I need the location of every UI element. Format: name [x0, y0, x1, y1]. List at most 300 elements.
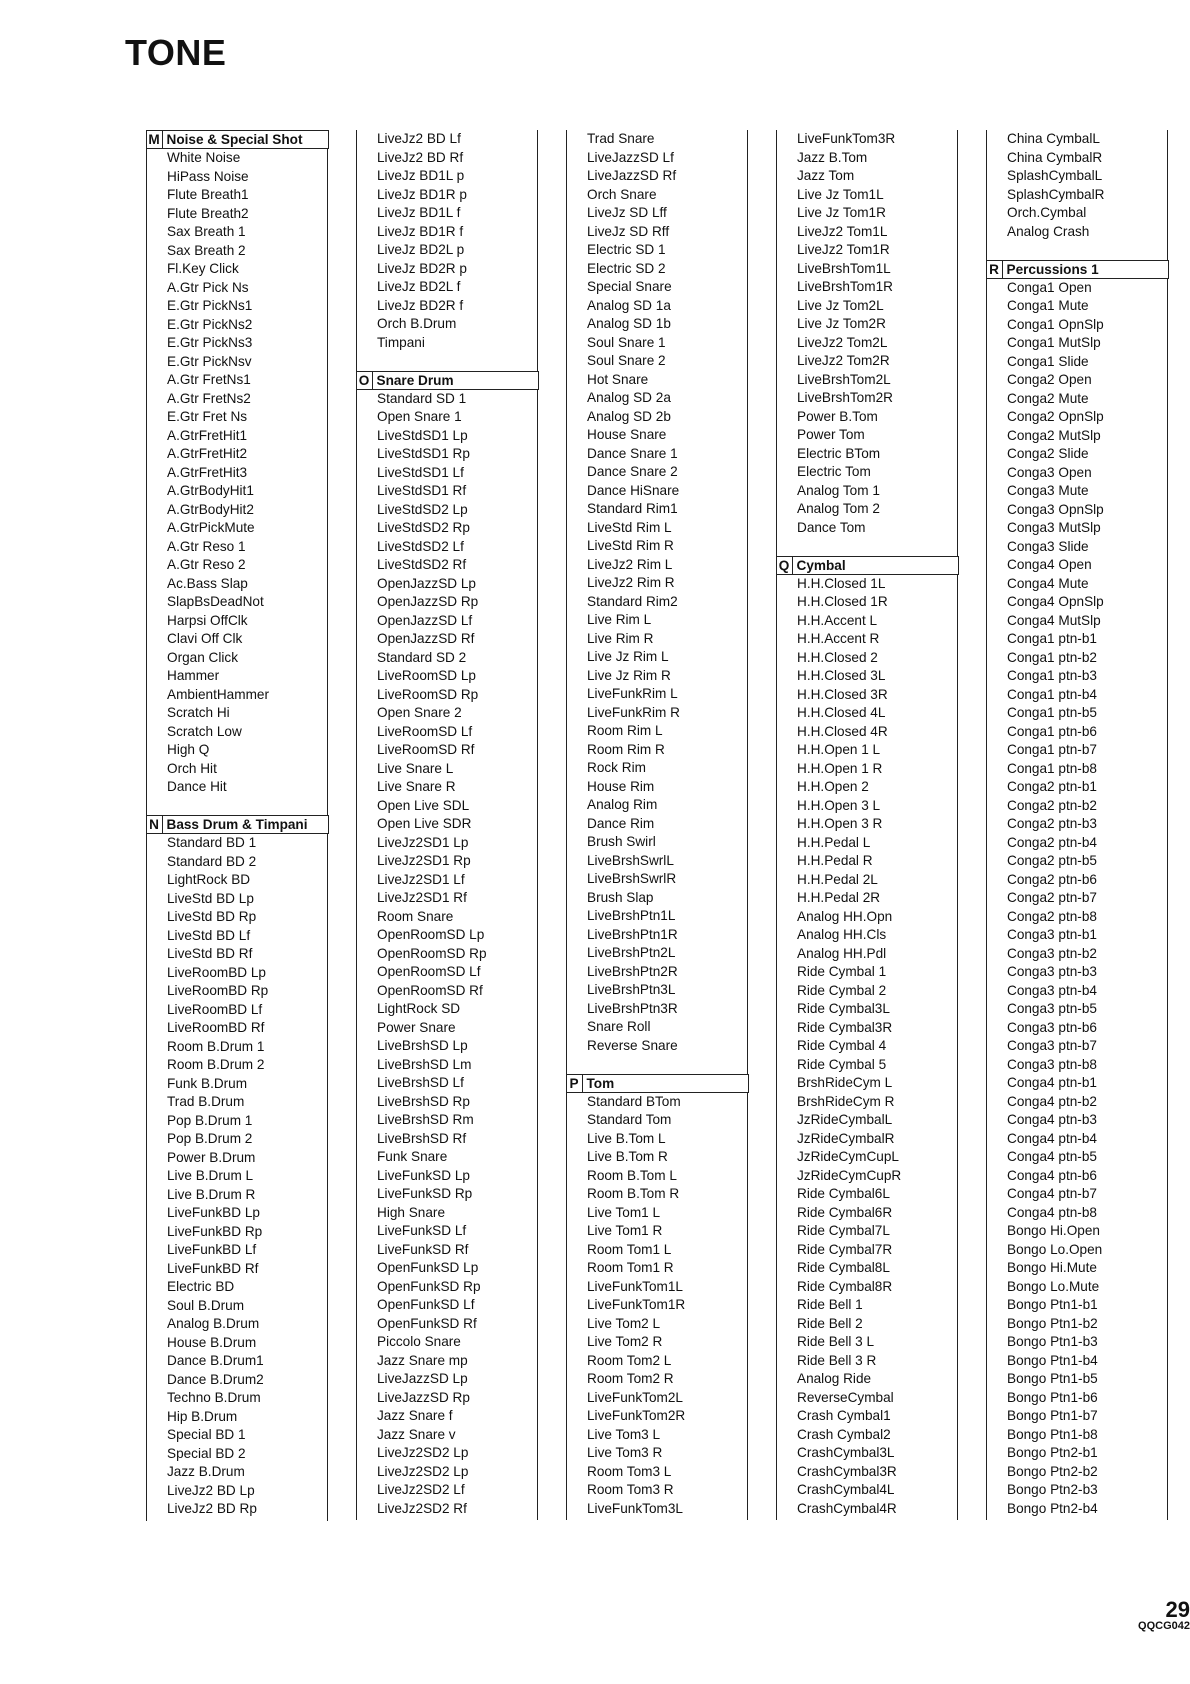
tone-item: H.H.Closed 3R	[797, 686, 888, 702]
tone-item: Analog SD 2a	[587, 390, 671, 405]
tone-item: LiveJz2 Tom1L	[797, 223, 888, 239]
category-title: Noise & Special Shot	[166, 132, 303, 147]
tone-item: Conga1 ptn-b2	[1007, 649, 1097, 665]
tone-item: Open Live SDR	[377, 816, 472, 831]
tone-item: H.H.Closed 4L	[797, 705, 886, 720]
tone-item: Conga1 MutSlp	[1007, 335, 1101, 350]
tone-item: Conga2 Open	[1007, 372, 1092, 387]
tone-item: Standard Rim1	[587, 501, 678, 516]
tone-item: SlapBsDeadNot	[167, 594, 264, 609]
tone-item: Soul Snare 2	[587, 353, 666, 368]
tone-item: Live Jz Rim L	[587, 649, 669, 664]
tone-item: Room Tom3 L	[587, 1463, 672, 1479]
tone-item: Conga4 ptn-b8	[1007, 1204, 1097, 1220]
tone-item: LiveJz BD1L f	[377, 205, 461, 220]
tone-column-3	[566, 130, 748, 1520]
tone-item: LiveBrshTom1L	[797, 260, 891, 276]
tone-item: Sax Breath 1	[167, 224, 246, 239]
tone-item: LiveJz2 BD Rf	[377, 149, 464, 165]
tone-column-1	[146, 130, 328, 1521]
tone-item: Special Snare	[587, 279, 672, 294]
tone-item: LiveBrshSD Rm	[377, 1112, 474, 1127]
tone-item: Hot Snare	[587, 371, 649, 387]
tone-item: A.Gtr FretNs2	[167, 390, 251, 406]
tone-item: Electric Tom	[797, 464, 871, 479]
tone-item: LiveFunkTom1R	[587, 1297, 686, 1312]
tone-item: Bongo Lo.Mute	[1007, 1278, 1100, 1294]
tone-item: Conga3 ptn-b4	[1007, 982, 1097, 998]
tone-item: LiveStdSD2 Rf	[377, 557, 467, 572]
category-header	[986, 260, 1169, 279]
tone-item: LiveBrshTom1R	[797, 279, 893, 294]
tone-item: Live B.Drum R	[167, 1186, 256, 1202]
tone-item: H.H.Open 3 R	[797, 816, 883, 831]
tone-item: E.Gtr Fret Ns	[167, 409, 248, 424]
tone-item: Power Tom	[797, 427, 865, 442]
tone-item: H.H.Accent L	[797, 612, 878, 628]
tone-item: LiveJz2SD2 Lp	[377, 1445, 469, 1460]
tone-item: Analog Crash	[1007, 223, 1090, 239]
tone-item: Live Tom2 R	[587, 1334, 663, 1349]
tone-item: Live Tom1 R	[587, 1223, 663, 1238]
tone-item: LiveStd Rim L	[587, 519, 672, 535]
category-letter: R	[987, 261, 1003, 278]
tone-item: Conga3 Slide	[1007, 538, 1089, 554]
tone-item: A.GtrBodyHit1	[167, 483, 254, 498]
tone-item: LiveJz2 BD Rp	[167, 1501, 257, 1516]
tone-item: Bongo Ptn1-b1	[1007, 1297, 1098, 1312]
tone-item: Conga3 MutSlp	[1007, 520, 1101, 535]
tone-item: OpenFunkSD Lp	[377, 1260, 479, 1275]
tone-item: Electric SD 2	[587, 260, 666, 276]
tone-item: Jazz Snare v	[377, 1426, 456, 1442]
tone-item: LiveBrshSD Lf	[377, 1075, 464, 1090]
tone-item: E.Gtr PickNs3	[167, 335, 253, 350]
tone-item: LiveRoomSD Rf	[377, 742, 475, 757]
tone-item: Analog HH.Pdl	[797, 945, 887, 961]
category-header	[566, 1074, 749, 1093]
tone-item: LiveJz SD Lff	[587, 205, 667, 220]
tone-item: Sax Breath 2	[167, 242, 246, 258]
tone-item: Dance HiSnare	[587, 482, 680, 498]
tone-item: LiveBrshSD Lp	[377, 1038, 468, 1053]
tone-item: H.H.Closed 4R	[797, 723, 888, 739]
tone-item: Bongo Ptn1-b4	[1007, 1352, 1098, 1368]
tone-item: House B.Drum	[167, 1334, 257, 1350]
tone-item: LiveStdSD2 Lf	[377, 538, 464, 554]
tone-item: Analog B.Drum	[167, 1316, 260, 1331]
tone-item: Conga1 OpnSlp	[1007, 316, 1104, 332]
tone-item: LiveStdSD1 Lf	[377, 464, 464, 480]
tone-item: Room Snare	[377, 908, 454, 924]
tone-item: Bongo Ptn1-b3	[1007, 1334, 1098, 1349]
tone-item: Organ Click	[167, 649, 239, 665]
tone-item: ReverseCymbal	[797, 1389, 894, 1405]
tone-item: Live Jz Tom1L	[797, 186, 884, 202]
tone-item: Conga3 ptn-b1	[1007, 927, 1097, 942]
tone-item: Live Snare R	[377, 779, 456, 794]
tone-item: LiveJz2SD1 Lp	[377, 834, 469, 850]
tone-item: JzRideCymCupR	[797, 1167, 902, 1183]
tone-item: OpenJazzSD Rf	[377, 631, 475, 646]
tone-item: Analog HH.Cls	[797, 927, 887, 942]
tone-item: Dance B.Drum1	[167, 1353, 264, 1368]
tone-item: Dance Rim	[587, 815, 655, 831]
category-header	[146, 815, 329, 834]
category-title: Tom	[586, 1075, 615, 1091]
tone-item: Conga4 OpnSlp	[1007, 594, 1104, 609]
tone-item: CrashCymbal4R	[797, 1500, 897, 1516]
category-letter: Q	[777, 557, 793, 574]
tone-item: HiPass Noise	[167, 168, 249, 184]
tone-item: Bongo Ptn1-b7	[1007, 1408, 1098, 1423]
category-letter: O	[357, 372, 373, 389]
page-number: 29	[1165, 1597, 1190, 1622]
tone-item: Funk Snare	[377, 1149, 448, 1164]
tone-item: Ride Cymbal 5	[797, 1056, 887, 1072]
tone-item: LiveBrshSD Rp	[377, 1093, 470, 1109]
tone-item: Conga3 ptn-b2	[1007, 945, 1097, 961]
tone-item: LiveFunkSD Rp	[377, 1186, 473, 1201]
tone-item: LiveStdSD1 Rf	[377, 483, 467, 498]
section-gap	[987, 241, 1167, 260]
tone-item: Ride Bell 2	[797, 1315, 863, 1331]
tone-item: LiveJz BD1R f	[377, 223, 464, 239]
tone-column-4	[776, 130, 958, 1520]
tone-item: SplashCymbalL	[1007, 168, 1103, 183]
tone-item: H.H.Closed 2	[797, 649, 878, 665]
tone-item: Special BD 1	[167, 1427, 246, 1442]
tone-item: LiveJz SD Rff	[587, 223, 670, 239]
tone-item: H.H.Closed 3L	[797, 668, 886, 683]
tone-item: Conga4 ptn-b4	[1007, 1130, 1097, 1146]
tone-item: Room B.Drum 1	[167, 1038, 265, 1054]
tone-item: BrshRideCym L	[797, 1075, 893, 1090]
tone-item: LiveRoomBD Rp	[167, 983, 269, 998]
tone-item: E.Gtr PickNsv	[167, 353, 252, 369]
tone-item: Room Rim L	[587, 723, 663, 738]
tone-item: LiveJz2SD2 Rf	[377, 1500, 467, 1516]
tone-item: Open Snare 1	[377, 409, 462, 424]
tone-item: LiveJz BD1R p	[377, 186, 467, 202]
tone-item: H.H.Accent R	[797, 631, 880, 646]
tone-item: LiveJz2SD2 Lp	[377, 1463, 469, 1479]
tone-item: LiveFunkTom2L	[587, 1389, 683, 1405]
tone-item: Analog Ride	[797, 1371, 872, 1386]
tone-item: Conga4 ptn-b7	[1007, 1186, 1097, 1201]
tone-item: Standard Rim2	[587, 593, 678, 609]
section-gap	[567, 1055, 747, 1074]
tone-item: Analog SD 1a	[587, 297, 671, 313]
tone-item: Live Jz Rim R	[587, 667, 671, 683]
tone-item: LiveBrshPtn3L	[587, 982, 676, 997]
tone-item: H.H.Closed 1R	[797, 594, 888, 609]
tone-item: Flute Breath2	[167, 205, 249, 221]
tone-item: OpenJazzSD Rp	[377, 594, 479, 609]
tone-item: Standard SD 1	[377, 390, 467, 406]
tone-item: Live B.Tom R	[587, 1149, 668, 1164]
tone-item: China CymbalR	[1007, 149, 1103, 165]
tone-item: LiveRoomSD Rp	[377, 686, 479, 702]
tone-item: Ride Bell 1	[797, 1297, 863, 1312]
tone-item: Conga4 ptn-b3	[1007, 1112, 1097, 1127]
tone-item: Orch B.Drum	[377, 316, 457, 331]
tone-item: Conga2 Slide	[1007, 446, 1089, 461]
tone-item: Bongo Ptn1-b5	[1007, 1371, 1098, 1386]
tone-item: LiveJazzSD Rp	[377, 1389, 470, 1405]
tone-item: Power Snare	[377, 1019, 456, 1035]
tone-item: Conga1 ptn-b8	[1007, 760, 1097, 776]
tone-item: Fl.Key Click	[167, 261, 239, 276]
tone-item: Conga2 ptn-b4	[1007, 834, 1097, 850]
tone-item: LiveBrshSD Lm	[377, 1056, 472, 1072]
tone-item: JzRideCymCupL	[797, 1149, 899, 1164]
tone-column-5	[986, 130, 1168, 1520]
tone-item: H.H.Open 3 L	[797, 797, 881, 813]
tone-item: Conga3 ptn-b6	[1007, 1019, 1097, 1035]
tone-item: Conga2 ptn-b5	[1007, 853, 1097, 868]
tone-item: LiveBrshPtn1R	[587, 926, 678, 942]
tone-item: Ride Bell 3 R	[797, 1352, 877, 1368]
tone-item: LiveFunkBD Lf	[167, 1242, 257, 1257]
tone-item: House Snare	[587, 427, 667, 442]
tone-item: LiveFunkSD Rf	[377, 1241, 469, 1257]
tone-item: Crash Cymbal1	[797, 1408, 891, 1423]
category-letter: N	[147, 816, 163, 833]
tone-item: Live Tom1 L	[587, 1204, 661, 1220]
tone-item: Conga4 Open	[1007, 557, 1092, 572]
tone-item: Analog HH.Opn	[797, 908, 893, 924]
tone-item: Standard BD 1	[167, 835, 257, 850]
tone-item: Ride Cymbal7L	[797, 1223, 890, 1238]
tone-item: LightRock BD	[167, 872, 251, 887]
category-letter: M	[147, 131, 163, 148]
tone-item: OpenFunkSD Rp	[377, 1278, 481, 1294]
tone-item: LiveFunkTom3L	[587, 1500, 683, 1516]
tone-item: Jazz Tom	[797, 168, 855, 183]
tone-item: H.H.Pedal R	[797, 853, 873, 868]
tone-item: Live Tom3 L	[587, 1426, 661, 1442]
tone-item: LiveJz2SD1 Rp	[377, 853, 471, 868]
tone-item: LiveJz2 Rim L	[587, 556, 673, 572]
tone-item: H.H.Pedal 2R	[797, 890, 881, 905]
tone-item: Ride Cymbal8L	[797, 1260, 890, 1275]
tone-item: JzRideCymbalR	[797, 1130, 895, 1146]
tone-item: Live Tom2 L	[587, 1315, 661, 1331]
tone-item: LiveJz BD2R p	[377, 260, 467, 276]
tone-item: LightRock SD	[377, 1001, 461, 1016]
tone-item: LiveFunkTom3R	[797, 131, 896, 146]
tone-item: AmbientHammer	[167, 686, 269, 702]
tone-item: Jazz B.Tom	[797, 149, 868, 165]
tone-item: LiveFunkRim R	[587, 704, 680, 720]
tone-item: Standard BTom	[587, 1093, 681, 1109]
tone-item: Bongo Ptn1-b2	[1007, 1315, 1098, 1331]
tone-item: H.H.Open 1 R	[797, 760, 883, 776]
tone-item: Bongo Hi.Mute	[1007, 1260, 1097, 1275]
tone-item: Conga4 ptn-b1	[1007, 1075, 1097, 1090]
tone-item: High Q	[167, 742, 210, 757]
tone-item: OpenFunkSD Rf	[377, 1315, 477, 1331]
tone-item: Piccolo Snare	[377, 1334, 461, 1349]
tone-item: Standard Tom	[587, 1112, 672, 1127]
tone-item: H.H.Pedal L	[797, 834, 871, 850]
category-title: Bass Drum & Timpani	[166, 817, 308, 832]
tone-item: LiveJz BD2R f	[377, 297, 464, 313]
tone-item: Standard BD 2	[167, 853, 257, 869]
tone-item: Analog SD 1b	[587, 316, 671, 331]
tone-item: LiveRoomSD Lf	[377, 723, 473, 739]
tone-item: Conga3 ptn-b3	[1007, 964, 1097, 979]
tone-item: OpenRoomSD Rf	[377, 982, 483, 998]
tone-item: Dance Hit	[167, 779, 227, 794]
tone-item: Conga3 ptn-b8	[1007, 1056, 1097, 1072]
tone-item: LiveBrshPtn2L	[587, 945, 676, 960]
tone-item: Conga1 ptn-b4	[1007, 686, 1097, 702]
tone-item: Electric BD	[167, 1279, 235, 1294]
tone-item: OpenFunkSD Lf	[377, 1297, 475, 1312]
tone-item: Dance Snare 1	[587, 445, 678, 461]
tone-item: Reverse Snare	[587, 1037, 678, 1053]
tone-item: H.H.Open 1 L	[797, 742, 881, 757]
tone-item: Conga2 MutSlp	[1007, 427, 1101, 443]
tone-item: A.GtrPickMute	[167, 520, 255, 535]
tone-item: LiveBrshSD Rf	[377, 1130, 467, 1146]
tone-item: Conga1 Mute	[1007, 298, 1089, 313]
tone-item: Conga3 ptn-b5	[1007, 1001, 1097, 1016]
tone-item: LiveFunkRim L	[587, 686, 678, 701]
tone-item: Conga2 ptn-b6	[1007, 871, 1097, 887]
tone-item: LiveRoomBD Lp	[167, 964, 266, 980]
tone-item: A.Gtr Reso 1	[167, 538, 246, 554]
tone-item: LiveFunkSD Lp	[377, 1167, 470, 1183]
tone-item: White Noise	[167, 150, 241, 165]
tone-item: China CymbalL	[1007, 131, 1100, 146]
tone-item: Conga3 Open	[1007, 464, 1092, 480]
tone-item: Ride Cymbal6R	[797, 1204, 893, 1220]
tone-item: Bongo Lo.Open	[1007, 1241, 1103, 1257]
tone-item: LiveStd BD Lf	[167, 927, 251, 943]
tone-item: Ride Cymbal8R	[797, 1278, 893, 1294]
tone-item: Room Tom1 L	[587, 1241, 672, 1257]
tone-item: Room Tom3 R	[587, 1482, 674, 1497]
tone-item: OpenJazzSD Lf	[377, 612, 473, 628]
tone-item: LiveStd BD Lp	[167, 890, 254, 906]
tone-item: A.Gtr FretNs1	[167, 372, 251, 387]
tone-item: LiveStdSD2 Lp	[377, 501, 468, 517]
category-header	[146, 130, 329, 149]
tone-item: LiveBrshSwrlR	[587, 871, 677, 886]
tone-item: Conga1 ptn-b7	[1007, 742, 1097, 757]
tone-item: Ride Cymbal 2	[797, 982, 887, 998]
tone-item: Conga1 ptn-b3	[1007, 668, 1097, 683]
tone-item: Power B.Drum	[167, 1149, 256, 1165]
tone-item: LiveStdSD1 Lp	[377, 427, 468, 443]
tone-item: Clavi Off Clk	[167, 631, 243, 646]
tone-item: Live Jz Tom2R	[797, 316, 886, 331]
tone-item: Bongo Ptn2-b3	[1007, 1482, 1098, 1497]
tone-item: LiveFunkTom1L	[587, 1278, 683, 1294]
tone-item: Dance Snare 2	[587, 464, 678, 479]
category-header	[776, 556, 959, 575]
tone-item: Funk B.Drum	[167, 1075, 248, 1091]
tone-item: LiveJazzSD Rf	[587, 168, 677, 183]
tone-item: Live Snare L	[377, 760, 454, 776]
tone-item: LiveFunkBD Lp	[167, 1205, 260, 1220]
tone-item: Room Tom2 R	[587, 1371, 674, 1386]
tone-item: Room Tom2 L	[587, 1352, 672, 1368]
tone-item: LiveRoomSD Lp	[377, 668, 476, 683]
page-title: TONE	[125, 32, 227, 73]
tone-item: Orch Hit	[167, 760, 217, 776]
tone-item: Conga4 MutSlp	[1007, 612, 1101, 628]
tone-item: High Snare	[377, 1204, 446, 1220]
section-gap	[147, 797, 327, 816]
tone-item: Room B.Tom R	[587, 1186, 680, 1201]
tone-item: Conga3 ptn-b7	[1007, 1038, 1097, 1053]
category-title: Snare Drum	[376, 372, 454, 388]
tone-item: Snare Roll	[587, 1019, 651, 1034]
tone-item: Analog Tom 1	[797, 482, 880, 498]
document-code: QQCG042	[1138, 1620, 1190, 1632]
tone-item: Conga1 ptn-b5	[1007, 705, 1097, 720]
tone-item: Ride Cymbal3R	[797, 1019, 893, 1035]
tone-item: Conga1 ptn-b1	[1007, 631, 1097, 646]
tone-item: Conga2 ptn-b3	[1007, 816, 1097, 831]
section-gap	[357, 352, 537, 371]
tone-item: LiveBrshSwrlL	[587, 852, 674, 868]
tone-item: Conga2 ptn-b1	[1007, 779, 1097, 794]
tone-item: H.H.Closed 1L	[797, 575, 886, 591]
tone-item: SplashCymbalR	[1007, 186, 1105, 202]
tone-item: Dance Tom	[797, 519, 866, 535]
tone-item: JzRideCymbalL	[797, 1112, 893, 1127]
tone-item: LiveBrshPtn3R	[587, 1000, 678, 1016]
tone-item: LiveFunkBD Rp	[167, 1223, 263, 1239]
tone-item: OpenJazzSD Lp	[377, 575, 476, 591]
category-header	[356, 371, 539, 390]
tone-item: LiveBrshTom2R	[797, 390, 893, 405]
tone-item: Techno B.Drum	[167, 1390, 261, 1405]
tone-item: H.H.Pedal 2L	[797, 871, 878, 887]
tone-item: Crash Cymbal2	[797, 1426, 891, 1442]
tone-item: Conga4 Mute	[1007, 575, 1089, 591]
section-gap	[777, 537, 957, 556]
tone-item: Live Jz Tom1R	[797, 205, 886, 220]
tone-item: Room B.Tom L	[587, 1167, 677, 1183]
tone-item: LiveFunkSD Lf	[377, 1223, 467, 1238]
category-title: Percussions 1	[1006, 261, 1099, 277]
tone-item: Open Snare 2	[377, 705, 462, 720]
tone-item: A.GtrFretHit3	[167, 464, 248, 480]
category-title: Cymbal	[796, 557, 846, 573]
tone-item: LiveJz2SD2 Lf	[377, 1482, 465, 1497]
tone-item: OpenRoomSD Rp	[377, 945, 487, 961]
tone-item: Room Rim R	[587, 741, 665, 757]
tone-item: Orch Snare	[587, 186, 657, 202]
tone-item: H.H.Open 2	[797, 779, 869, 794]
tone-item: Electric BTom	[797, 445, 881, 461]
tone-item: Conga2 Mute	[1007, 390, 1089, 406]
tone-item: LiveFunkTom2R	[587, 1408, 686, 1423]
tone-item: Analog SD 2b	[587, 408, 671, 424]
tone-item: LiveJz2 Rim R	[587, 575, 675, 590]
tone-item: Bongo Ptn1-b6	[1007, 1389, 1098, 1405]
tone-item: Bongo Ptn2-b1	[1007, 1445, 1098, 1460]
category-letter: P	[567, 1075, 583, 1092]
tone-item: Bongo Hi.Open	[1007, 1223, 1100, 1238]
tone-item: LiveStdSD2 Rp	[377, 520, 470, 535]
